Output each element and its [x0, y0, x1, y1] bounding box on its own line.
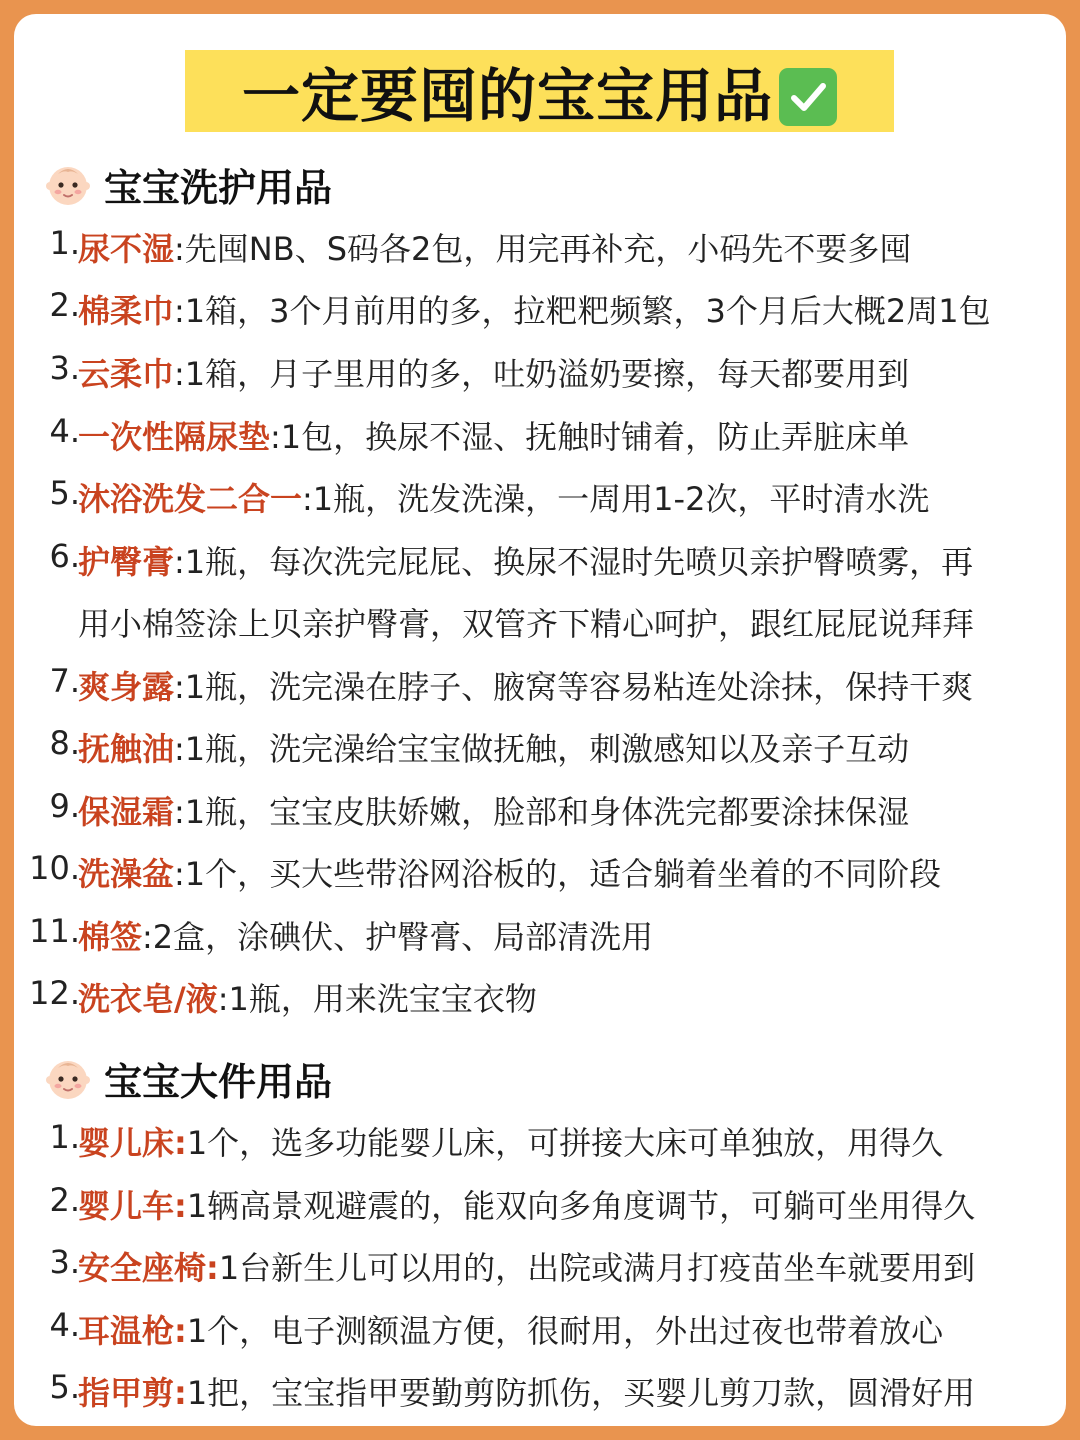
item-keyword: 沐浴洗发二合一	[78, 480, 303, 518]
item-keyword: 保湿霜	[78, 793, 175, 831]
item-text: :1箱，月子里用的多，吐奶溢奶要擦，每天都要用到	[174, 355, 910, 393]
item-number: 8.	[49, 724, 80, 762]
item-number: 9.	[49, 787, 80, 825]
section-title: 宝宝洗护用品	[104, 165, 333, 210]
item-keyword: 耳温枪:	[78, 1312, 187, 1350]
item-number: 2.	[49, 286, 80, 324]
item-number: 2.	[49, 1181, 80, 1219]
item-keyword: 尿不湿	[78, 230, 175, 268]
item-number: 5.	[49, 474, 80, 512]
item-keyword: 一次性隔尿垫	[78, 418, 271, 456]
page-title: 一定要囤的宝宝用品	[241, 62, 773, 130]
item-keyword: 洗澡盆	[78, 855, 175, 893]
item-text: :1瓶，洗完澡在脖子、腋窝等容易粘连处涂抹，保持干爽	[174, 668, 974, 706]
item-number: 7.	[49, 662, 80, 700]
item-number: 1.	[49, 1118, 80, 1156]
baby-face-icon	[44, 160, 92, 208]
check-mark-icon	[779, 68, 837, 126]
title-banner	[185, 50, 894, 132]
item-keyword: 抚触油	[78, 730, 175, 768]
item-text: :1瓶，洗发洗澡，一周用1-2次，平时清水洗	[302, 480, 930, 518]
item-text: 1个，电子测额温方便，很耐用，外出过夜也带着放心	[186, 1312, 944, 1350]
item-number: 11.	[29, 912, 80, 950]
content-card	[14, 14, 1066, 1426]
item-keyword: 云柔巾	[78, 355, 175, 393]
section-header-large-items	[44, 1050, 332, 1106]
item-number: 6.	[49, 537, 80, 575]
item-text: :1瓶，洗完澡给宝宝做抚触，刺激感知以及亲子互动	[174, 730, 910, 768]
item-text: :2盒，涂碘伏、护臀膏、局部清洗用	[142, 918, 654, 956]
item-number: 10.	[29, 849, 80, 887]
item-keyword: 爽身露	[78, 668, 175, 706]
item-number: 12.	[29, 974, 80, 1012]
item-keyword: 护臀膏	[78, 543, 175, 581]
item-text: 1个，选多功能婴儿床，可拼接大床可单独放，用得久	[186, 1124, 944, 1162]
item-text: :1瓶，每次洗完屁屁、换尿不湿时先喷贝亲护臀喷雾，再	[174, 543, 974, 581]
item-text: 1辆高景观避震的，能双向多角度调节，可躺可坐用得久	[186, 1187, 976, 1225]
item-text: :1瓶，用来洗宝宝衣物	[217, 980, 537, 1018]
item-text: :1个，买大些带浴网浴板的，适合躺着坐着的不同阶段	[174, 855, 942, 893]
item-text: :1箱，3个月前用的多，拉粑粑频繁，3个月后大概2周1包	[174, 292, 991, 330]
item-text: 1把，宝宝指甲要勤剪防抓伤，买婴儿剪刀款，圆滑好用	[186, 1374, 976, 1412]
item-number: 3.	[49, 349, 80, 387]
item-number: 1.	[49, 224, 80, 262]
item-text: :1瓶，宝宝皮肤娇嫩，脸部和身体洗完都要涂抹保湿	[174, 793, 910, 831]
item-keyword: 洗衣皂/液	[78, 980, 218, 1018]
item-number: 4.	[49, 412, 80, 450]
item-keyword: 婴儿床:	[78, 1124, 187, 1162]
item-keyword: 安全座椅:	[78, 1249, 219, 1287]
section-header-care	[44, 156, 332, 212]
item-keyword: 指甲剪:	[78, 1374, 187, 1412]
item-text: :1包，换尿不湿、抚触时铺着，防止弄脏床单	[270, 418, 910, 456]
item-number: 3.	[49, 1243, 80, 1281]
item-number: 4.	[49, 1306, 80, 1344]
item-keyword: 棉柔巾	[78, 292, 175, 330]
item-keyword: 棉签	[78, 918, 143, 956]
baby-face-icon	[44, 1054, 92, 1102]
section-title: 宝宝大件用品	[104, 1059, 333, 1104]
item-keyword: 婴儿车:	[78, 1187, 187, 1225]
item-text: 1台新生儿可以用的，出院或满月打疫苗坐车就要用到	[218, 1249, 976, 1287]
item-number: 5.	[49, 1368, 80, 1406]
item-text: 用小棉签涂上贝亲护臀膏，双管齐下精心呵护，跟红屁屁说拜拜	[78, 605, 975, 643]
item-text: :先囤NB、S码各2包，用完再补充，小码先不要多囤	[174, 230, 912, 268]
